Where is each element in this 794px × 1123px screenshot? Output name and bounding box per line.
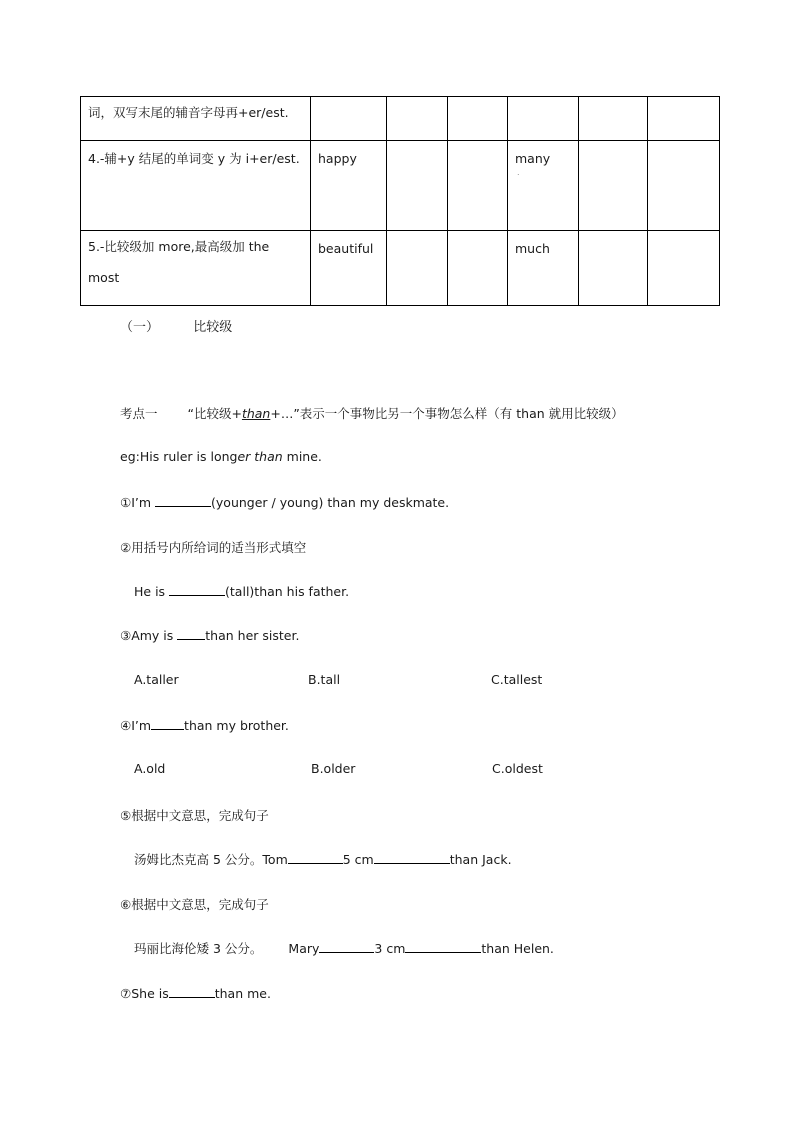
answer-blank[interactable] bbox=[155, 494, 211, 507]
than-emphasis: than bbox=[241, 406, 271, 421]
table-cell: many . bbox=[508, 141, 579, 231]
option-c[interactable]: C.oldest bbox=[492, 761, 543, 776]
table-cell bbox=[448, 231, 508, 306]
kaodian-line: 考点一 “比较级+than+…”表示一个事物比另一个事物怎么样（有 than 就用比较级） bbox=[120, 406, 624, 421]
question-5: 汤姆比杰克高 5 公分。Tom 5 cm than Jack. bbox=[134, 852, 512, 867]
table-cell: much bbox=[508, 231, 579, 306]
table-cell bbox=[311, 97, 387, 141]
answer-blank[interactable] bbox=[169, 583, 225, 596]
option-c[interactable]: C.tallest bbox=[491, 672, 543, 687]
question-4: ④I’m than my brother. bbox=[120, 718, 289, 733]
option-b[interactable]: B.older bbox=[311, 761, 356, 776]
table-cell bbox=[387, 141, 448, 231]
rule-cell: 4.-辅+y 结尾的单词变 y 为 i+er/est. bbox=[81, 141, 311, 231]
table-cell bbox=[448, 141, 508, 231]
option-a[interactable]: A.old bbox=[134, 761, 166, 776]
table-cell bbox=[387, 231, 448, 306]
section-title: 比较级 bbox=[193, 320, 233, 335]
example-sentence: eg:His ruler is longer than mine. bbox=[120, 449, 322, 464]
question-1: ①I’m (younger / young) than my deskmate. bbox=[120, 495, 450, 510]
section-number: （一） bbox=[120, 320, 160, 335]
table-row bbox=[81, 141, 720, 231]
question-3: ③Amy is than her sister. bbox=[120, 628, 300, 643]
table-cell bbox=[648, 97, 720, 141]
table-cell bbox=[448, 97, 508, 141]
answer-blank[interactable] bbox=[319, 940, 374, 953]
table-cell: happy bbox=[311, 141, 387, 231]
table-cell bbox=[648, 231, 720, 306]
table-cell: beautiful bbox=[311, 231, 387, 306]
table-cell bbox=[579, 97, 648, 141]
kaodian-label: 考点一 bbox=[120, 406, 158, 421]
question-2-instruction: ②用括号内所给词的适当形式填空 bbox=[120, 540, 307, 555]
question-5-instruction: ⑤根据中文意思，完成句子 bbox=[120, 808, 269, 823]
answer-blank[interactable] bbox=[151, 717, 184, 730]
answer-blank[interactable] bbox=[177, 627, 205, 640]
answer-blank[interactable] bbox=[405, 940, 481, 953]
option-a[interactable]: A.taller bbox=[134, 672, 179, 687]
question-6-instruction: ⑥根据中文意思，完成句子 bbox=[120, 897, 269, 912]
comparison-rules-table bbox=[80, 96, 720, 306]
table-cell bbox=[579, 231, 648, 306]
table-cell bbox=[579, 141, 648, 231]
stray-dot: . bbox=[517, 168, 520, 177]
table-cell bbox=[387, 97, 448, 141]
rule-cell: 词，双写末尾的辅音字母再+er/est. bbox=[81, 97, 311, 141]
answer-blank[interactable] bbox=[288, 851, 343, 864]
answer-blank[interactable] bbox=[374, 851, 450, 864]
question-6: 玛丽比海伦矮 3 公分。 Mary 3 cm than Helen. bbox=[134, 941, 554, 956]
table-row bbox=[81, 231, 720, 306]
section-heading bbox=[120, 316, 232, 335]
answer-blank[interactable] bbox=[169, 985, 215, 998]
table-cell bbox=[508, 97, 579, 141]
question-2: He is (tall)than his father. bbox=[134, 584, 350, 599]
table-row bbox=[81, 97, 720, 141]
option-b[interactable]: B.tall bbox=[308, 672, 341, 687]
rule-cell: 5.-比较级加 more,最高级加 the most bbox=[81, 231, 311, 306]
question-7: ⑦She is than me. bbox=[120, 986, 271, 1001]
table-cell bbox=[648, 141, 720, 231]
